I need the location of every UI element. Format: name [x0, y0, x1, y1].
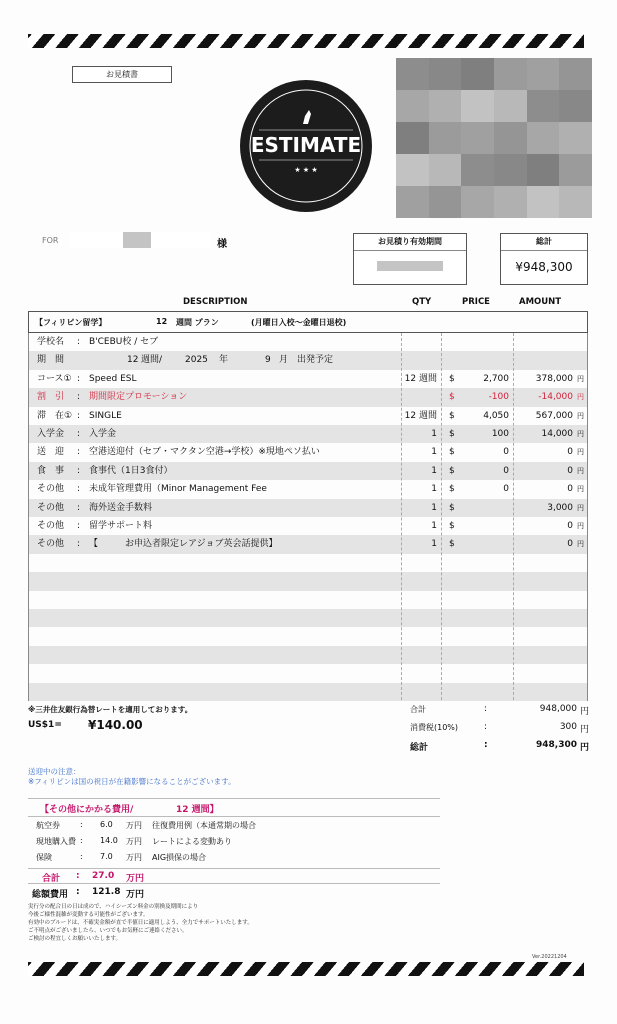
usd-value: ¥140.00 — [88, 718, 143, 732]
line-currency: $ — [449, 410, 455, 421]
line-colon: : — [77, 429, 81, 439]
period-label: 期 間 — [37, 355, 65, 366]
line-yen: 円 — [577, 393, 584, 402]
other-unit: 万円 — [126, 821, 142, 830]
line-colon: : — [77, 521, 81, 531]
photo-tile — [527, 122, 560, 154]
line-qty: 1 — [431, 447, 437, 458]
summary-yen: 円 — [579, 725, 589, 735]
summary-yen: 円 — [579, 707, 589, 717]
other-divider-2 — [28, 816, 440, 817]
line-qty: 1 — [431, 465, 437, 476]
other-total-colon: : — [76, 871, 80, 881]
photo-tile — [396, 58, 429, 90]
line-currency: $ — [449, 429, 455, 439]
photo-tile — [461, 186, 494, 218]
other-label: 現地購入費 — [36, 837, 76, 846]
photo-tile — [559, 122, 592, 154]
school-label: 学校名 — [37, 337, 65, 347]
grand-label: 総額費用 — [32, 890, 69, 900]
line-desc: 未成年管理費用（Minor Management Fee — [89, 484, 267, 495]
photo-tile — [461, 90, 494, 122]
period-unit: 週間/ — [141, 355, 163, 366]
line-amount: 0 — [567, 465, 573, 476]
line-qty: 1 — [431, 521, 437, 531]
plan-note: (月曜日入校〜金曜日退校) — [251, 318, 347, 327]
summary-label: 合計 — [410, 705, 426, 714]
other-total-label: 合計 — [42, 874, 61, 884]
photo-tile — [559, 58, 592, 90]
grand-unit: 万円 — [126, 890, 145, 900]
photo-tile — [461, 154, 494, 186]
line-currency: $ — [449, 465, 455, 476]
line-desc: SINGLE — [89, 410, 122, 421]
line-items-table — [28, 333, 588, 701]
other-value: 6.0 — [100, 820, 113, 829]
line-yen: 円 — [577, 540, 584, 549]
other-divider — [28, 798, 440, 799]
table-row — [29, 646, 587, 664]
photo-tile — [396, 186, 429, 218]
line-qty: 1 — [431, 539, 437, 550]
line-amount: -14,000 — [538, 392, 573, 403]
school-colon: : — [77, 337, 81, 347]
line-currency: $ — [449, 502, 455, 513]
period-month-unit: 月 — [279, 355, 289, 366]
line-currency: $ — [449, 373, 455, 384]
line-currency: $ — [449, 484, 455, 495]
other-note: 往復費用例（本通常期の場合 — [152, 821, 256, 830]
line-yen: 円 — [577, 485, 584, 494]
grand-colon: : — [76, 887, 80, 897]
line-currency: $ — [449, 539, 455, 550]
other-label: 保険 — [36, 853, 52, 862]
summary-value: 300 — [559, 722, 577, 732]
table-row — [29, 609, 587, 627]
table-row — [29, 572, 587, 590]
period-weeks: 12 — [127, 355, 139, 366]
line-colon: : — [77, 539, 81, 550]
line-colon: : — [77, 447, 81, 458]
bottom-stripe-border — [28, 962, 584, 976]
summary-label: 総計 — [410, 743, 429, 753]
table-row — [29, 683, 587, 701]
summary-label: 消費税(10%) — [410, 723, 459, 732]
line-colon: : — [77, 502, 81, 513]
line-price: 0 — [503, 484, 509, 495]
line-label: その他 — [37, 484, 65, 495]
line-label: 食 事 — [37, 465, 65, 476]
line-price: 4,050 — [483, 410, 509, 421]
summary-colon: : — [484, 722, 488, 732]
line-yen: 円 — [577, 503, 584, 512]
logo-stars: ★ ★ ★ — [294, 166, 318, 174]
line-price: 100 — [491, 429, 509, 439]
header-qty: QTY — [412, 297, 432, 307]
expiry-label: お見積り有効期間 — [354, 234, 466, 251]
header-price: PRICE — [462, 297, 490, 307]
line-price: 2,700 — [483, 373, 509, 384]
summary-value: 948,300 — [536, 740, 577, 750]
version-label: Ver.20221204 — [532, 954, 567, 960]
expiry-box — [353, 233, 467, 285]
plan-unit: 週間 プラン — [176, 318, 219, 327]
period-depart: 出発予定 — [297, 355, 334, 366]
rate-note: ※三井住友銀行為替レートを適用しております。 — [28, 705, 193, 714]
period-year-unit: 年 — [219, 355, 229, 366]
line-colon: : — [77, 465, 81, 476]
line-desc: 海外送金手数料 — [89, 502, 153, 513]
line-yen: 円 — [577, 374, 584, 383]
line-colon: : — [77, 410, 81, 421]
line-desc: 食事代（1日3食付） — [89, 465, 173, 476]
pixelated-photo — [396, 58, 592, 218]
plan-weeks: 12 — [156, 317, 168, 326]
table-row — [29, 554, 587, 572]
line-currency: $ — [449, 521, 455, 531]
line-amount: 0 — [567, 447, 573, 458]
other-total-divider — [28, 868, 440, 869]
photo-tile — [429, 90, 462, 122]
table-row — [29, 664, 587, 682]
other-note: AIG損保の場合 — [152, 853, 207, 862]
summary-yen: 円 — [579, 743, 589, 753]
sama-label: 様 — [217, 239, 227, 250]
notes-title: 送迎中の注意： — [28, 767, 81, 776]
photo-tile — [527, 90, 560, 122]
photo-tile — [396, 154, 429, 186]
total-box — [500, 233, 588, 285]
photo-tile — [396, 122, 429, 154]
school-value: B'CEBU校 / セブ — [89, 337, 159, 347]
photo-tile — [494, 58, 527, 90]
line-currency: $ — [449, 447, 455, 458]
line-amount: 3,000 — [547, 502, 573, 513]
line-label: コース① — [37, 373, 72, 384]
line-qty: 1 — [431, 484, 437, 495]
header-description: DESCRIPTION — [183, 297, 248, 307]
summary-value: 948,000 — [539, 704, 577, 714]
top-stripe-border — [28, 34, 584, 48]
photo-tile — [429, 186, 462, 218]
line-desc: 空港送迎付（セブ・マクタン空港→学校）※現地ペソ払い — [89, 447, 320, 458]
period-year: 2025 — [185, 355, 208, 366]
line-amount: 0 — [567, 521, 573, 531]
photo-tile — [494, 186, 527, 218]
line-label: 割 引 — [37, 392, 65, 403]
photo-tile — [559, 154, 592, 186]
line-price: 0 — [503, 447, 509, 458]
photo-tile — [559, 186, 592, 218]
photo-tile — [494, 90, 527, 122]
plan-tag: 【フィリピン留学】 — [35, 318, 107, 327]
other-colon: : — [80, 820, 83, 829]
total-label: 総計 — [501, 234, 587, 251]
photo-tile — [429, 58, 462, 90]
table-row — [29, 591, 587, 609]
line-yen: 円 — [577, 466, 584, 475]
fine-print-line: 実行分の配合日の日は成ので、ハイシーズン料金の別換及期間により — [28, 904, 199, 910]
doc-label: お見積書 — [106, 70, 138, 79]
other-unit: 万円 — [126, 837, 142, 846]
other-note: レートによる変動あり — [152, 837, 232, 846]
expiry-date-redacted — [377, 261, 443, 271]
for-label: FOR — [42, 236, 59, 245]
photo-tile — [559, 90, 592, 122]
line-yen: 円 — [577, 430, 584, 438]
other-total-unit: 万円 — [126, 874, 145, 884]
period-month: 9 — [265, 355, 271, 366]
line-desc: 期間限定プロモーション — [89, 392, 188, 403]
photo-tile — [527, 154, 560, 186]
logo-word: ESTIMATE — [250, 133, 362, 157]
recipient-name-redacted — [70, 232, 210, 248]
line-desc: 留学サポート料 — [89, 521, 153, 531]
line-label: その他 — [37, 539, 65, 550]
grand-value: 121.8 — [92, 887, 121, 897]
photo-tile — [429, 154, 462, 186]
line-label: その他 — [37, 502, 65, 513]
line-label: 送 迎 — [37, 447, 65, 458]
line-price: -100 — [488, 392, 509, 403]
line-amount: 567,000 — [535, 410, 573, 421]
line-colon: : — [77, 373, 81, 384]
line-amount: 378,000 — [535, 373, 573, 384]
summary-colon: : — [484, 704, 488, 714]
doc-label-box — [72, 66, 172, 83]
other-colon: : — [80, 852, 83, 861]
line-amount: 0 — [567, 539, 573, 550]
fine-print-line: ご検討の程宜しくお願いいたします。 — [28, 936, 122, 942]
header-amount: AMOUNT — [519, 297, 562, 307]
summary-colon: : — [484, 740, 488, 750]
photo-tile — [527, 186, 560, 218]
photo-tile — [429, 122, 462, 154]
other-value: 7.0 — [100, 852, 113, 861]
total-value: ¥948,300 — [515, 260, 573, 274]
line-qty: 1 — [431, 502, 437, 513]
line-yen: 円 — [577, 448, 584, 457]
line-desc: 入学金 — [89, 429, 117, 439]
line-label: 滞 在① — [37, 410, 73, 421]
estimate-logo — [229, 80, 384, 215]
table-row — [29, 627, 587, 645]
line-yen: 円 — [577, 522, 584, 530]
other-title: 【その他にかかる費用/ — [40, 805, 134, 815]
usd-label: US$1= — [28, 720, 62, 730]
fine-print-line: 有効中のブルードは、不確実金額が直で半値日に適用しよう、全力でサポートいたします。 — [28, 920, 253, 926]
other-weeks: 12 週間】 — [176, 805, 219, 815]
line-qty: 12 週間 — [404, 410, 437, 421]
line-desc: 【 お申込者限定レアジョブ英会話提供】 — [89, 539, 278, 550]
line-price: 0 — [503, 465, 509, 476]
line-currency: $ — [449, 392, 455, 403]
line-qty: 12 週間 — [404, 373, 437, 384]
line-qty: 1 — [431, 429, 437, 439]
line-colon: : — [77, 392, 81, 403]
fine-print-line: ご不明点がございましたら、いつでもお気軽にご連絡ください。 — [28, 928, 188, 934]
photo-tile — [494, 122, 527, 154]
line-amount: 0 — [567, 484, 573, 495]
photo-tile — [494, 154, 527, 186]
fine-print-line: 今後ご様性混雑が変動する可能性がございます。 — [28, 912, 149, 918]
photo-tile — [396, 90, 429, 122]
grand-divider — [28, 883, 440, 884]
other-unit: 万円 — [126, 853, 142, 862]
photo-tile — [461, 122, 494, 154]
notes-body: ※フィリピンは国の祝日が在籍影響になることがございます。 — [28, 777, 236, 786]
line-amount: 14,000 — [541, 429, 573, 439]
line-label: 入学金 — [37, 429, 65, 439]
other-label: 航空券 — [36, 821, 60, 830]
line-colon: : — [77, 484, 81, 495]
line-yen: 円 — [577, 411, 584, 420]
line-label: その他 — [37, 521, 65, 531]
other-colon: : — [80, 836, 83, 845]
plan-line-box — [28, 311, 588, 333]
line-desc: Speed ESL — [89, 373, 137, 384]
other-value: 14.0 — [100, 836, 118, 845]
other-total-value: 27.0 — [92, 871, 115, 881]
photo-tile — [461, 58, 494, 90]
photo-tile — [527, 58, 560, 90]
